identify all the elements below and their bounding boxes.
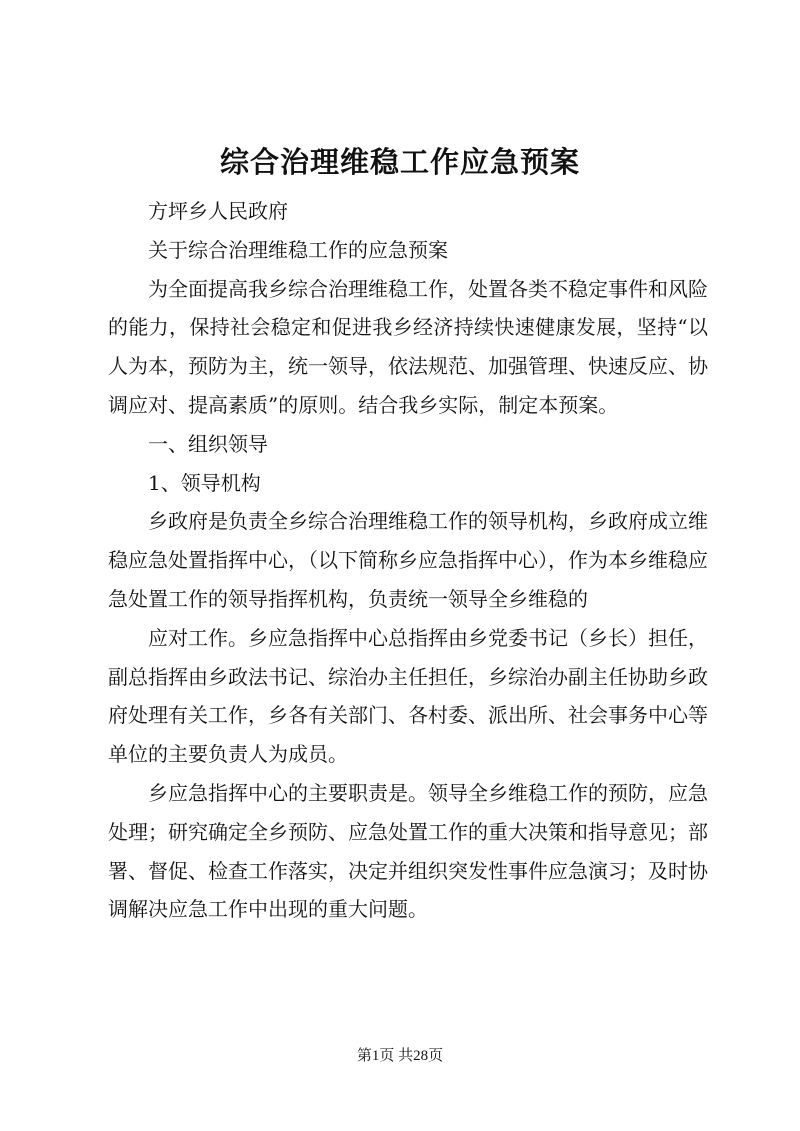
- body-paragraph: 应对工作。乡应急指挥中心总指挥由乡党委书记（乡长）担任，副总指挥由乡政法书记、综治办主任担任，乡综治办副主任协助乡政府处理有关工作，乡各有关部门、各村委、派出所、社会事务中心等单位的主要负责人为成员。: [108, 625, 708, 767]
- document-body: [108, 192, 708, 929]
- subject-line: 关于综合治理维稳工作的应急预案: [148, 237, 448, 262]
- page-number-footer: 第1页 共28页: [356, 1048, 444, 1064]
- section-heading: 一、组织领导: [148, 431, 268, 456]
- subsection-heading: 1、领导机构: [148, 470, 261, 495]
- body-paragraph: 乡应急指挥中心的主要职责是。领导全乡维稳工作的预防，应急处理；研究确定全乡预防、应急处置工作的重大决策和指导意见；部署、督促、检查工作落实，决定并组织突发性事件应急演习；及时协调解决应急工作中出现的重大问题。: [108, 780, 708, 922]
- issuer-line: 方坪乡人民政府: [148, 199, 288, 223]
- intro-paragraph: 为全面提高我乡综合治理维稳工作，处置各类不稳定事件和风险的能力，保持社会稳定和促进我乡经济持续快速健康发展，坚持“以人为本，预防为主，统一领导，依法规范、加强管理、快速反应、协调应对、提高素质”的原则。结合我乡实际，制定本预案。: [108, 276, 708, 417]
- document-title: 综合治理维稳工作应急预案: [219, 145, 580, 179]
- body-paragraph: 乡政府是负责全乡综合治理维稳工作的领导机构，乡政府成立维稳应急处置指挥中心，（以下简称乡应急指挥中心），作为本乡维稳应急处置工作的领导指挥机构，负责统一领导全乡维稳的: [108, 509, 708, 611]
